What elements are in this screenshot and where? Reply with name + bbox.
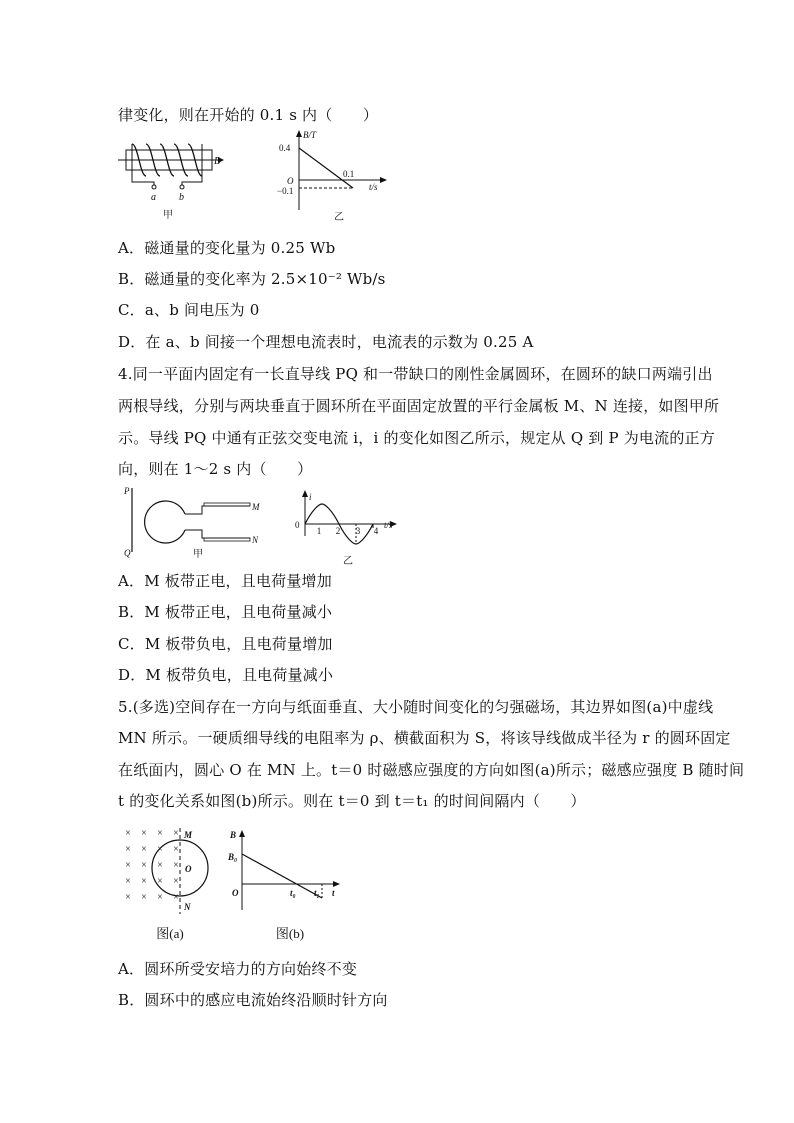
field-cross-mark: × — [157, 860, 163, 871]
tick-1: 1 — [316, 526, 322, 536]
q3-figure-Bt-graph — [275, 128, 395, 224]
q5-figure-a-field — [118, 822, 228, 947]
q5-stem-line-1: 5.(多选)空间存在一方向与纸面垂直、大小随时间变化的匀强磁场，其边界如图(a)中虚线 — [118, 698, 714, 716]
q3-stem-tail: 律变化，则在开始的 0.1 s 内（ ） — [118, 106, 379, 124]
label-B0: B₀ — [228, 852, 238, 862]
label-N: N — [252, 535, 259, 545]
field-cross-mark: × — [173, 860, 179, 871]
q3-option-a: A．磁通量的变化量为 0.25 Wb — [118, 239, 336, 257]
q4-stem-line-4: 向，则在 1～2 s 内（ ） — [118, 460, 313, 478]
q3-figure-solenoid — [118, 130, 230, 220]
label-Q: Q — [124, 548, 131, 558]
x-axis-label: t — [332, 888, 335, 898]
q4-figure-it-graph — [285, 488, 400, 568]
q5-option-b: B．圆环中的感应电流始终沿顺时针方向 — [118, 991, 388, 1009]
tick-2: 2 — [335, 526, 341, 536]
field-cross-mark: × — [125, 844, 131, 855]
q3-option-d: D．在 a、b 间接一个理想电流表时，电流表的示数为 0.25 A — [118, 333, 534, 351]
label-M: M — [184, 830, 193, 840]
y-axis-label: B — [230, 830, 237, 840]
label-t0: t₀ — [290, 888, 296, 898]
field-cross-mark: × — [173, 844, 179, 855]
field-cross-mark: × — [173, 892, 179, 903]
label-a: a — [151, 192, 156, 203]
tick-4: 4 — [373, 526, 379, 536]
tick-neg0.1: −0.1 — [277, 186, 294, 196]
q4-stem-line-1: 4.同一平面内固定有一长直导线 PQ 和一带缺口的刚性金属圆环，在圆环的缺口两端引出 — [118, 365, 713, 383]
label-O: O — [185, 864, 192, 874]
field-cross-mark: × — [125, 860, 131, 871]
field-cross-mark: × — [157, 828, 163, 839]
field-cross-mark: × — [141, 892, 147, 903]
origin-label: O — [287, 176, 294, 186]
y-axis-label: B/T — [303, 130, 317, 140]
field-cross-mark: × — [141, 876, 147, 887]
tick-0.1: 0.1 — [343, 169, 355, 179]
field-cross-mark: × — [157, 892, 163, 903]
caption-a: 图(a) — [156, 926, 184, 941]
q4-option-b: B．M 板带正电，且电荷量减小 — [118, 603, 333, 621]
field-cross-mark: × — [125, 892, 131, 903]
x-axis-label: t/s — [384, 520, 393, 530]
label-N: N — [184, 902, 191, 912]
tick-3: 3 — [355, 526, 361, 536]
q4-figure-ring — [118, 482, 268, 564]
field-cross-mark: × — [141, 844, 147, 855]
field-cross-mark: × — [157, 844, 163, 855]
label-B: B — [214, 156, 221, 167]
y-axis-label: i — [309, 492, 312, 502]
tick-0.4: 0.4 — [279, 143, 291, 153]
caption-yi: 乙 — [343, 556, 353, 567]
caption-yi: 乙 — [334, 212, 344, 223]
q4-option-a: A．M 板带正电，且电荷量增加 — [118, 572, 332, 590]
label-M: M — [252, 502, 260, 512]
field-cross-mark: × — [125, 828, 131, 839]
label-b: b — [179, 192, 184, 203]
field-cross-mark: × — [173, 828, 179, 839]
field-cross-mark: × — [141, 860, 147, 871]
caption-jia: 甲 — [193, 549, 203, 560]
q4-option-d: D．M 板带负电，且电荷量减小 — [118, 666, 334, 684]
q3-option-c: C．a、b 间电压为 0 — [118, 301, 260, 319]
q5-stem-line-4: t 的变化关系如图(b)所示。则在 t＝0 到 t＝t₁ 的时间间隔内（ ） — [118, 792, 586, 810]
q5-stem-line-3: 在纸面内，圆心 O 在 MN 上。t＝0 时磁感应强度的方向如图(a)所示；磁感应强度 B 随时间 — [118, 761, 745, 779]
q4-stem-line-2: 两根导线，分别与两块垂直于圆环所在平面固定放置的平行金属板 M、N 连接，如图甲所 — [118, 397, 720, 415]
q5-stem-line-2: MN 所示。一硬质细导线的电阻率为 ρ、横截面积为 S，将该导线做成半径为 r 的圆环固定 — [118, 729, 731, 747]
field-cross-mark: × — [141, 828, 147, 839]
field-cross-mark: × — [157, 876, 163, 887]
field-cross-mark: × — [173, 876, 179, 887]
q5-figure-b-Bt-graph — [226, 826, 346, 946]
origin-label: O — [232, 888, 239, 898]
label-t1: t₁ — [314, 888, 320, 898]
q4-stem-line-3: 示。导线 PQ 中通有正弦交变电流 i，i 的变化如图乙所示，规定从 Q 到 P 为电流的正方 — [118, 429, 715, 447]
caption-b: 图(b) — [275, 926, 305, 941]
caption-jia: 甲 — [163, 210, 173, 220]
field-cross-mark: × — [125, 876, 131, 887]
q4-option-c: C．M 板带负电，且电荷量增加 — [118, 635, 333, 653]
q3-option-b: B．磁通量的变化率为 2.5×10⁻² Wb/s — [118, 270, 386, 288]
x-axis-label: t/s — [369, 182, 378, 192]
origin-label: 0 — [295, 520, 300, 530]
q5-option-a: A．圆环所受安培力的方向始终不变 — [118, 960, 358, 978]
label-P: P — [124, 486, 130, 496]
